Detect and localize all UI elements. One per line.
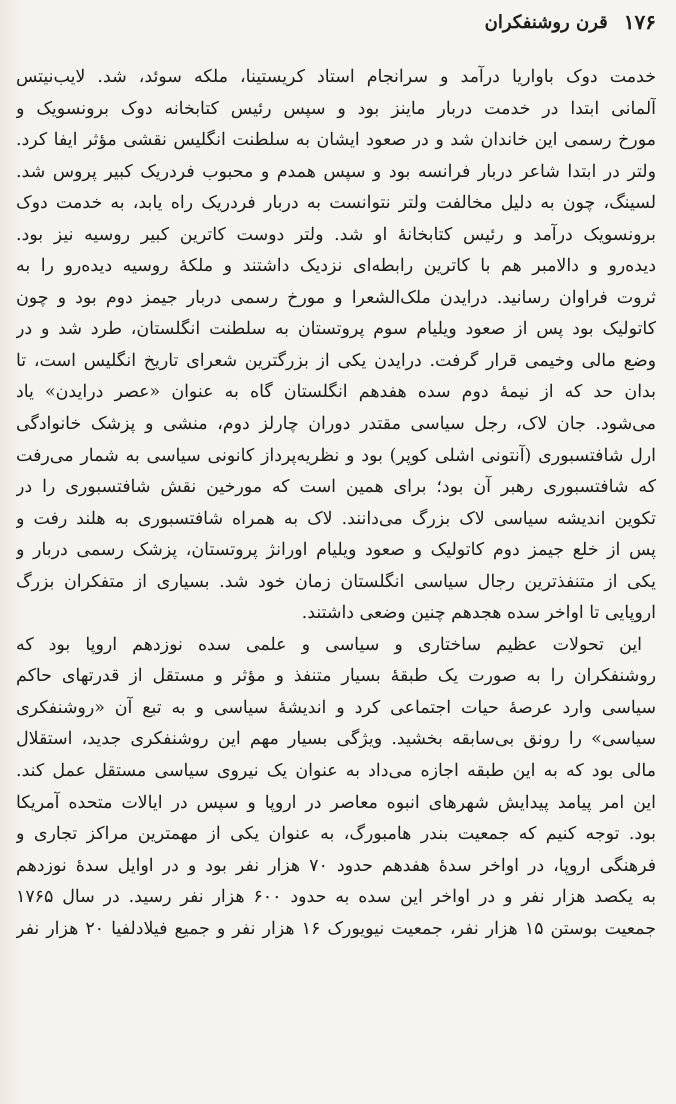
text-line: روشنفکران را به صورت یک طبقهٔ بسیار متنفذ و مؤثر و مستقل از قدرتهای حاکم [16, 666, 656, 687]
text-line: می‌شود. جان لاک، رجل سیاسی مقتدر دوران چارلز دوم، منشی و پزشک خانوادگی [16, 414, 656, 435]
text-line: فرهنگی اروپا، در اواخر سدهٔ هفدهم حدود ۷۰ هزار نفر بود و در اوایل سدهٔ نوزدهم [16, 855, 656, 876]
text-line: جمعیت بوستن ۱۵ هزار نفر، جمعیت نیویورک ۱۶ هزار نفر و جمیع فیلادلفیا ۲۰ هزار نفر [16, 918, 656, 939]
text-line: برونسویک درآمد و رئیس کتابخانهٔ او شد. ولتر دوست کاترین کبیر روسیه نیز بود. [16, 224, 656, 245]
text-line: مالی بود که به این طبقه اجازه می‌داد به عنوان یک نیروی سیاسی مستقل عمل کند. [16, 761, 656, 782]
running-title: قرن روشنفکران [484, 11, 608, 33]
page-number: ۱۷۶ [623, 10, 656, 34]
text-line: ولتر در ابتدا شاعر دربار فرانسه بود و سپس همدم و محبوب فردریک کبیر پروس شد. [16, 161, 656, 182]
text-line: پس از خلع جیمز دوم کاتولیک و صعود ویلیام اورانژ پروتستان، پزشک رسمی دربار و [16, 540, 656, 561]
text-line: بدان حد که از نیمهٔ دوم سده هفدهم انگلستان گاه به عنوان «عصر درایدن» یاد [16, 382, 656, 403]
text-line: به یکصد هزار نفر و در اواخر این سده به حدود ۶۰۰ هزار نفر رسید. در سال ۱۷۶۵ [16, 887, 656, 908]
text-line: ارل شافتسبوری (آنتونی اشلی کوپر) بود و نظریه‌پرداز کانونی سیاسی به شمار می‌رفت [16, 445, 656, 466]
text-line: لسینگ، چون به دلیل مخالفت ولتر نتوانست به دربار فردریک راه یابد، به خدمت دوک [16, 193, 656, 214]
body-text [16, 62, 656, 945]
text-line: مورخ رسمی این خاندان شد و در صعود ایشان به سلطنت انگلیس نقشی مؤثر ایفا کرد. [16, 130, 656, 151]
text-line: تکوین اندیشه سیاسی لاک بزرگ می‌دانند. لاک به همراه شافتسبوری به هلند رفت و [16, 508, 656, 529]
text-line: بود. توجه کنیم که جمعیت بندر هامبورگ، به عنوان یکی از مهمترین مراکز تجاری و [16, 824, 656, 845]
running-header [16, 4, 656, 40]
text-line: دیده‌رو و دالامبر هم با کاترین رابطه‌ای نزدیک داشتند و ملکهٔ روسیه دیده‌رو را به [16, 256, 656, 277]
text-line: این تحولات عظیم ساختاری و سیاسی و علمی سده نوزدهم اروپا بود که [16, 634, 642, 655]
text-line: که شافتسبوری رهبر آن بود؛ برای همین است که مورخین نقش شافتسبوری را در [16, 477, 656, 498]
text-line: ثروت فراوان رسانید. درایدن ملک‌الشعرا و مورخ رسمی دربار جیمز دوم بود و چون [16, 287, 656, 308]
text-line: سیاسی وارد عرصهٔ حیات اجتماعی کرد و اندیشهٔ سیاسی و به تبع آن «روشنفکری [16, 697, 656, 718]
text-line: این امر پیامد پیدایش شهرهای انبوه معاصر در اروپا و سپس در ایالات متحده آمریکا [16, 792, 656, 813]
text-line: وضع مالی وخیمی قرار گرفت. درایدن یکی از بزرگترین شعرای تاریخ انگلیس است، تا [16, 350, 656, 371]
text-line: اروپایی تا اواخر سده هجدهم چنین وضعی داشتند. [301, 603, 656, 624]
text-line: خدمت دوک باواریا درآمد و سرانجام استاد کریستینا، ملکه سوئد، شد. لایب‌نیتس [16, 67, 656, 87]
text-line: یکی از متنفذترین رجال سیاسی انگلستان زمان خود شد. بسیاری از متفکران بزرگ [16, 571, 656, 592]
text-line: کاتولیک بود پس از صعود ویلیام سوم پروتستان به سلطنت انگلستان، طرد شد و در [16, 319, 656, 340]
text-line: سیاسی» را رونق بی‌سابقه بخشید. ویژگی بسیار مهم این روشنفکری جدید، استقلال [16, 729, 656, 750]
text-line: آلمانی ابتدا در خدمت دربار ماینز بود و سپس رئیس کتابخانه دوک برونسویک و [16, 98, 656, 119]
